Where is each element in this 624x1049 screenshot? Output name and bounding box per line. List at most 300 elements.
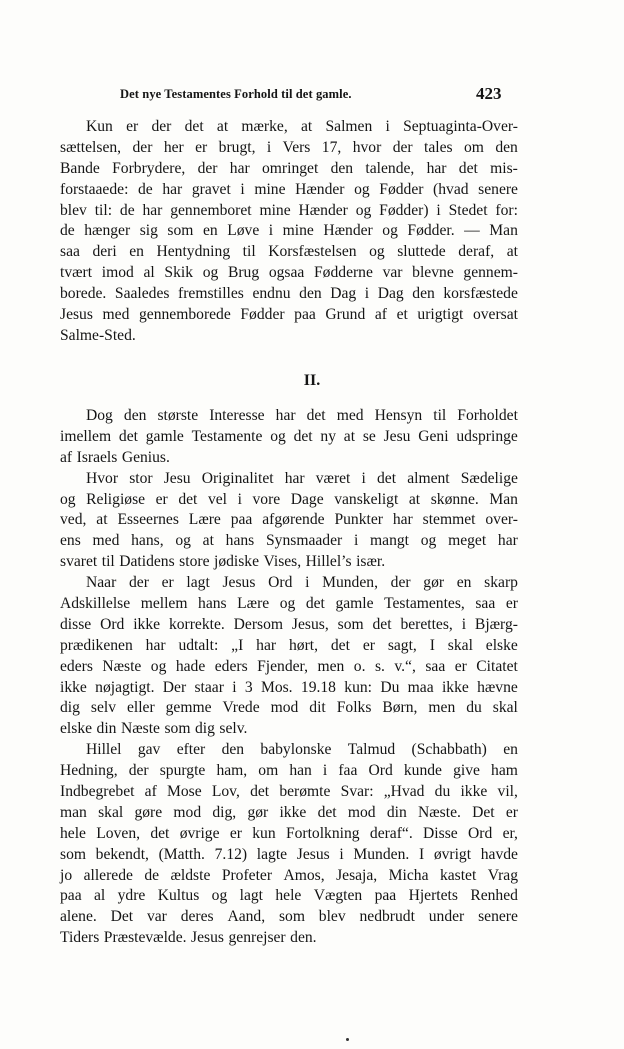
word: Indbegrebet (60, 783, 135, 801)
text-line (60, 782, 518, 803)
word: Mos. (260, 678, 293, 696)
word: selv. (219, 720, 248, 738)
word: afgørende (262, 511, 325, 529)
word: vel (207, 490, 227, 508)
word: Lære (188, 511, 221, 529)
word: endnu (252, 285, 291, 303)
word: men (428, 699, 456, 717)
word: gennemborede (138, 306, 231, 324)
word: nedbrudt (359, 908, 415, 926)
word: har (275, 407, 296, 424)
word: af (144, 783, 157, 801)
word: Jesus (222, 574, 256, 592)
word: i (364, 285, 370, 303)
text-line (60, 803, 518, 824)
word: Talmud (347, 741, 396, 759)
word: Dersom (233, 615, 284, 633)
word: har (162, 180, 183, 198)
word: (hvad (433, 180, 469, 198)
word: i (268, 222, 274, 240)
word: du (434, 783, 451, 801)
word: Fødder (379, 180, 424, 198)
word: i (461, 615, 467, 633)
word: sluttede (397, 243, 446, 261)
word: skal (447, 636, 473, 654)
text-line (60, 284, 518, 305)
word: I (429, 636, 435, 654)
word: ikke (441, 678, 469, 696)
word: borede. (60, 285, 107, 303)
word: korrekte. (168, 615, 225, 633)
text-line (60, 615, 518, 636)
word: man (60, 803, 87, 821)
text-line (60, 263, 518, 284)
word: i (266, 138, 272, 156)
word: tales (424, 138, 453, 156)
word: saa (425, 657, 446, 675)
word: den. (290, 929, 317, 947)
word: gemme (165, 699, 212, 717)
word: en (503, 741, 518, 759)
word: mine (254, 180, 286, 198)
word: Synsmaader (266, 532, 343, 550)
word: har (284, 469, 305, 487)
word: det (305, 595, 325, 613)
word: Lære (237, 595, 270, 613)
text-line (60, 845, 518, 866)
word: mærke, (241, 118, 288, 135)
word: der (128, 762, 149, 780)
word: skønne. (430, 490, 479, 508)
word: deres (180, 908, 214, 926)
word: har (256, 636, 277, 654)
word: i (361, 469, 366, 487)
word: Jesus (296, 845, 330, 863)
word: den (123, 407, 147, 424)
word: i (385, 118, 390, 135)
word: er (362, 636, 375, 654)
word: berømte (279, 783, 331, 801)
word: omringet (262, 159, 319, 177)
word: gennemboret (170, 201, 252, 219)
word: Hænder (323, 222, 373, 240)
word: prædikenen (60, 636, 133, 654)
word: der (390, 574, 411, 592)
word: er (454, 657, 467, 675)
word: der (132, 138, 153, 156)
word: det (150, 824, 170, 842)
word: stor (129, 469, 153, 487)
word: Israels (76, 448, 118, 466)
word: faa (338, 762, 358, 780)
word: og (420, 532, 437, 550)
word: senere (478, 908, 518, 926)
word: din (386, 803, 407, 821)
word: og (202, 264, 219, 282)
word: paa (230, 511, 253, 529)
text-line (60, 531, 518, 552)
word: der (197, 159, 218, 177)
word: Dog (86, 407, 113, 424)
word: oversat (472, 306, 518, 324)
word: har (142, 201, 163, 219)
word: øvrigt (433, 845, 472, 863)
word: om (258, 762, 279, 780)
word: babylonske (260, 741, 332, 759)
word: deraf“. (369, 824, 413, 842)
word: Interesse (209, 407, 265, 424)
word: Det (472, 803, 495, 821)
word: Folks (336, 699, 372, 717)
word: af (60, 448, 73, 466)
word: at (506, 243, 518, 261)
word: Dag (377, 285, 404, 303)
word: Kultus (157, 887, 200, 905)
word: i (322, 762, 328, 780)
word: din (96, 720, 117, 738)
word: blev (318, 908, 346, 926)
word: maa (407, 678, 434, 696)
word: Grund (325, 306, 366, 324)
word: svaret (60, 553, 98, 571)
word: ydre (117, 887, 146, 905)
word: Det (110, 908, 134, 926)
word: Sædelige (460, 469, 518, 487)
word: hele (275, 887, 302, 905)
word: med (336, 407, 364, 424)
word: Salmen (325, 118, 373, 135)
word: de (119, 201, 135, 219)
word: Hedning, (60, 762, 118, 780)
word: Børn, (382, 699, 418, 717)
word: tvært (60, 264, 93, 282)
word: Hjertets (408, 887, 458, 905)
word: til (433, 407, 447, 424)
running-title: Det nye Testamentes Forhold til det gamle. (120, 87, 352, 101)
word: har (229, 159, 250, 177)
word: om (464, 138, 484, 156)
word: som (337, 615, 364, 633)
word: dig (60, 699, 80, 717)
word: som (164, 720, 191, 738)
word: under (428, 908, 465, 926)
word: og (382, 222, 398, 240)
word: gøre (134, 803, 163, 821)
word: og (279, 595, 296, 613)
text-line (60, 242, 518, 263)
word: gamle (335, 595, 374, 613)
word: sagt, (387, 636, 417, 654)
text-line (60, 427, 518, 448)
word: deraf, (458, 243, 495, 261)
word: største (157, 407, 199, 424)
word: Næste (120, 720, 160, 738)
word: kun: (344, 678, 373, 696)
word: med (92, 532, 120, 550)
word: Vægten (313, 887, 363, 905)
word: v.“, (394, 657, 416, 675)
word: hele (60, 824, 86, 842)
word: hans (225, 532, 255, 550)
word: Religiøse (86, 490, 146, 508)
word: Geni (418, 427, 449, 445)
word: mine (282, 222, 314, 240)
word: I (418, 845, 425, 863)
text-line (60, 552, 518, 573)
text-line (60, 636, 518, 657)
page-mark (346, 1038, 349, 1041)
word: se (362, 427, 376, 445)
word: er (505, 595, 518, 613)
word: er (161, 574, 174, 592)
word: har (145, 636, 166, 654)
word: gennem- (463, 264, 518, 282)
word: Jesus (60, 306, 93, 324)
text-line (60, 448, 518, 469)
text-line (60, 159, 518, 180)
text-line (60, 469, 518, 490)
text-line (60, 221, 518, 242)
word: Renhed (470, 887, 518, 905)
word: her (163, 138, 184, 156)
word: Forholdet (457, 407, 518, 424)
word: Stedet (448, 201, 488, 219)
word: Mose (167, 783, 202, 801)
text-line (60, 180, 518, 201)
word: og (175, 532, 191, 550)
word: ny (320, 427, 336, 445)
word: mod (173, 803, 202, 821)
word: Jesus (191, 929, 224, 947)
word: er (155, 490, 168, 508)
section-heading (0, 372, 624, 390)
text-line (60, 657, 518, 678)
word: Profeter (221, 866, 273, 884)
word: Amos, (283, 866, 325, 884)
word: det (118, 427, 138, 445)
word: der (151, 118, 172, 135)
word: ham, (216, 762, 248, 780)
word: til (101, 553, 115, 571)
word: dit (309, 699, 326, 717)
word: var (146, 908, 167, 926)
word: senere (478, 180, 518, 198)
word: disse (60, 615, 92, 633)
word: det (306, 407, 326, 424)
section-number: II. (303, 372, 321, 389)
text-line (60, 761, 518, 782)
word: mine (259, 201, 291, 219)
word: al (94, 887, 106, 905)
word: Citatet (476, 657, 518, 675)
word: Fødder. (407, 222, 455, 240)
word: Originalitet (201, 469, 274, 487)
word: Testamentes, (384, 595, 465, 613)
word: Vrag (487, 866, 518, 884)
word: at (202, 532, 214, 550)
word: 19.18 (300, 678, 336, 696)
word: Munden. (353, 845, 410, 863)
word: Ord (268, 574, 293, 592)
word: det (372, 615, 392, 633)
word: Saaledes (114, 285, 170, 303)
word: Genius. (121, 448, 170, 466)
text-line (60, 719, 518, 740)
word: o. (353, 657, 366, 675)
word: det (458, 159, 478, 177)
word: er, (502, 824, 518, 842)
word: at (96, 511, 108, 529)
word: Aand, (227, 908, 266, 926)
word: den (495, 138, 518, 156)
word: staar (194, 678, 224, 696)
word: i (240, 180, 245, 198)
word: genrejser (228, 929, 286, 947)
word: vil, (497, 783, 518, 801)
word: hævne (477, 678, 518, 696)
word: Jesus, (291, 615, 329, 633)
text-line (60, 698, 518, 719)
text-line (60, 138, 518, 159)
word: gør (247, 803, 269, 821)
word: ikke (133, 615, 161, 633)
text-line (60, 117, 518, 138)
word: som (167, 222, 194, 240)
word: elske (485, 636, 518, 654)
word: allerede (83, 866, 133, 884)
word: sættelsen, (60, 138, 122, 156)
word: Jesu (163, 469, 191, 487)
word: hans, (131, 532, 164, 550)
word: Hænder (295, 180, 345, 198)
text-line (60, 594, 518, 615)
word: ikke (60, 678, 87, 696)
word: hans (198, 595, 227, 613)
word: — (464, 222, 480, 240)
word: hade (175, 657, 206, 675)
word: Man (489, 490, 518, 508)
word: i (436, 201, 441, 219)
word: lagte (256, 845, 288, 863)
word: især. (356, 553, 386, 571)
text-line (60, 490, 518, 511)
word: meget (448, 532, 487, 550)
word: Fortolkning (285, 824, 360, 842)
word: og (60, 490, 76, 508)
word: er (126, 118, 139, 135)
word: fremstilles (178, 285, 244, 303)
word: gav (137, 741, 161, 759)
word: alment (407, 469, 450, 487)
word: Hillel (86, 741, 122, 759)
word: Svar: (340, 783, 374, 801)
word: har (392, 511, 413, 529)
word: i (353, 532, 359, 550)
word: Esseernes (117, 511, 179, 529)
word: gravet (191, 180, 231, 198)
word: et (396, 306, 408, 324)
word: 7.12) (214, 845, 248, 863)
word: til: (94, 201, 113, 219)
word: Fjender, (257, 657, 309, 675)
word: skarp (484, 574, 518, 592)
word: Punkter (334, 511, 383, 529)
word: Datidens (119, 553, 175, 571)
text-line (60, 573, 518, 594)
word: du (466, 699, 482, 717)
word: ældste (170, 866, 211, 884)
word: Hænder (298, 201, 348, 219)
word: mis- (490, 159, 518, 177)
word: at (408, 490, 421, 508)
word: til (242, 243, 256, 261)
word: er (195, 138, 208, 156)
word: Fødder) (379, 201, 429, 219)
text-line (60, 824, 518, 845)
text-line (60, 907, 518, 928)
word: der (128, 574, 149, 592)
word: ikke (279, 803, 307, 821)
word: for: (495, 201, 518, 219)
word: øvrige (179, 824, 220, 842)
word: Loven, (96, 824, 141, 842)
word: gør (423, 574, 445, 592)
word: „Hvad (383, 783, 425, 801)
word: at (343, 427, 356, 445)
word: skal (98, 803, 124, 821)
word: ikke (460, 783, 488, 801)
word: Micha (388, 866, 429, 884)
word: ham (491, 762, 518, 780)
word: en (456, 574, 472, 592)
word: af (374, 306, 387, 324)
word: (Matth. (158, 845, 205, 863)
word: (Schabbath) (411, 741, 487, 759)
word: har (426, 159, 447, 177)
word: de (144, 866, 160, 884)
word: Næste. (418, 803, 461, 821)
word: i (339, 845, 344, 863)
word: Munden, (322, 574, 378, 592)
word: Man (489, 222, 518, 240)
word: imellem (60, 427, 112, 445)
word: berettes, (400, 615, 453, 633)
text-line (60, 510, 518, 531)
word: skal (492, 699, 518, 717)
word: give (453, 762, 480, 780)
word: saa (475, 595, 496, 613)
word: Præstevælde. (103, 929, 187, 947)
word: Brug (227, 264, 260, 282)
text-line (60, 326, 518, 347)
word: Skik (164, 264, 194, 282)
word: den (299, 285, 322, 303)
word: at (216, 118, 229, 135)
word: og (369, 243, 385, 261)
word: Forbrydere, (112, 159, 186, 177)
word: de (138, 180, 153, 198)
word: kun (252, 824, 276, 842)
text-line (60, 928, 518, 949)
word: forstaaede: (60, 180, 129, 198)
word: blev (60, 201, 87, 219)
word: en (202, 222, 218, 240)
word: lagt (186, 574, 210, 592)
word: sig (139, 222, 158, 240)
word: Ord (468, 824, 493, 842)
word: og (354, 180, 370, 198)
word: over- (485, 511, 518, 529)
